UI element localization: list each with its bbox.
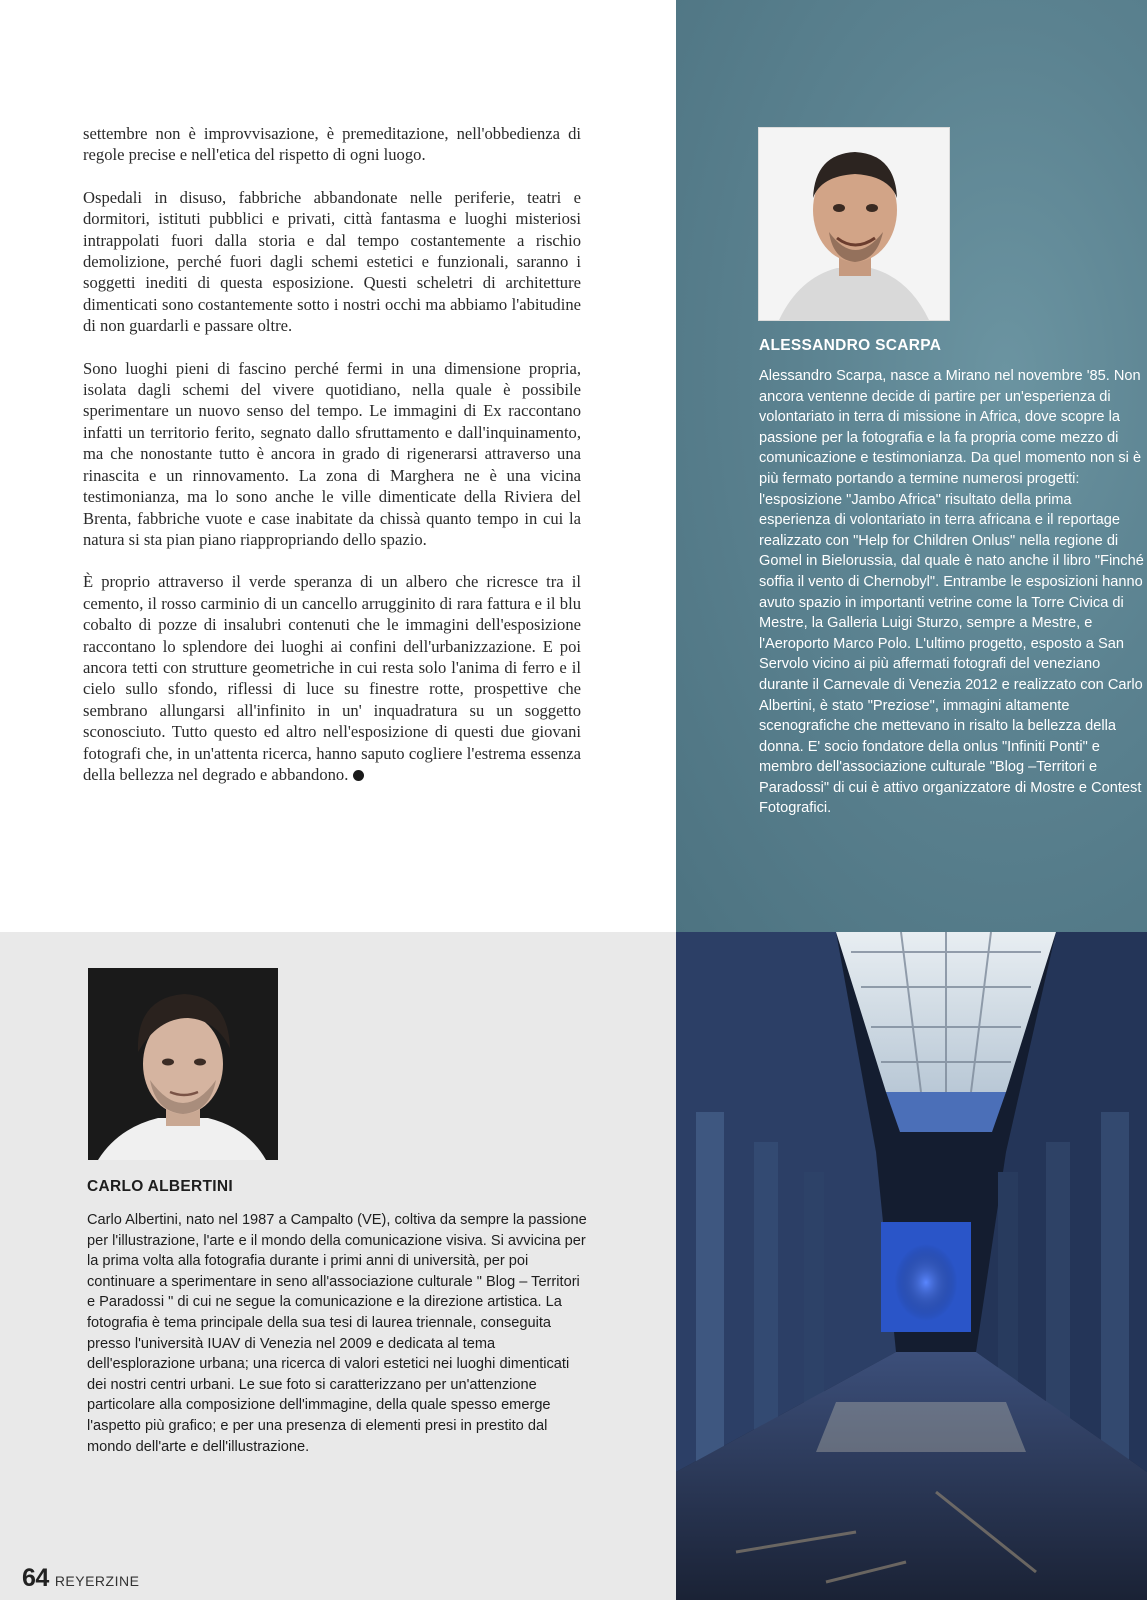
article-body <box>83 123 581 806</box>
magazine-name: REYERZINE <box>54 1573 140 1589</box>
abandoned-building-photo <box>676 932 1147 1600</box>
albertini-portrait <box>88 968 278 1160</box>
scarpa-bio-text: Alessandro Scarpa, nasce a Mirano nel novembre '85. Non ancora ventenne decide di partire per un'esperienza di volontariato in terra di missione in Africa, dove scopre la passione per la fotografia e la fa propria come mezzo di comunicazione e testimonianza. Da quel momento non si è più fermato portando a termine numerosi progetti: l'esposizione "Jambo Africa" risultato della prima esperienza di volontariato in terra africana e il reportage realizzato con "Help for Children Onlus" nella regione di Gomel in Bielorussia, dal quale è nato anche il libro "Finché soffia il vento di Chernobyl". Entrambe le esposizioni hanno avuto spazio in importanti vetrine come la Torre Civica di Mestre, la Galleria Luigi Sturzo, sempre a Mestre, e l'Aeroporto Marco Polo. L'ultimo progetto, esposto a San Servolo vicino ai più affermati fotografi del veneziano durante il Carnevale di Venezia 2012 e realizzato con Carlo Albertini, è stato "Preziose", immagini altamente scenografiche che mettevano in risalto la bellezza della donna. E' socio fondatore della onlus "Infiniti Ponti" e membro dell'associazione culturale "Blog –Territori e Paradossi" di cui è attivo organizzatore di Mostre e Contest Fotografici. <box>759 368 1144 817</box>
scarpa-bio <box>759 337 1144 819</box>
article-paragraph: Ospedali in disuso, fabbriche abbandonate nelle periferie, teatri e dormitori, istituti pubblici e privati, città fantasma e luoghi misteriosi intrappolati fuori dalla storia e dal tempo costantemente a rischio demolizione, perché fuori dagli schemi estetici e funzionali, saranno i soggetti inediti di questa esposizione. Questi scheletri di architetture dimenticati sono costantemente sotto i nostri occhi ma abbiamo l'abitudine di non guardarli e passare oltre. <box>83 187 581 336</box>
albertini-bio <box>87 1178 587 1457</box>
scarpa-portrait <box>758 127 950 321</box>
page-footer <box>22 1564 139 1593</box>
article-paragraph: settembre non è improvvisazione, è premeditazione, nell'obbedienza di regole precise e nell'etica del rispetto di ogni luogo. <box>83 124 581 165</box>
article-paragraph: Sono luoghi pieni di fascino perché fermi in una dimensione propria, isolata dagli schemi del vivere quotidiano, nella quale è possibile sperimentare un nuovo senso del tempo. Le immagini di Ex raccontano infatti un territorio ferito, segnato dallo sfruttamento e dall'inquinamento, ma che nonostante tutto è ancora in grado di rigenerarsi attraverso una rinascita e un rinnovamento. La zona di Marghera ne è una vicina testimonianza, ma lo sono anche le ville dimenticate della Riviera del Brenta, fabbriche vuote e case inabitate da chissà quanto tempo in cui la natura si sta pian piano riappropriando dello spazio. <box>83 358 581 549</box>
scarpa-name: ALESSANDRO SCARPA <box>759 337 942 354</box>
article-paragraph: È proprio attraverso il verde speranza di un albero che ricresce tra il cemento, il rosso carminio di un cancello arrugginito di rara fattura e il blu cobalto di pozze di insalubri contenuti che le immagini dell'esposizione raccontano lo splendore dei luoghi ai confini dell'urbanizzazione. E poi ancora tetti con strutture geometriche in cui resta solo l'anima di ferro e il cielo sullo sfondo, riflessi di luce su finestre rotte, prospettive che sembrano allungarsi all'infinito in un' inquadratura su un soggetto sconosciuto. Tutto questo ed altro nell'esposizione di questi due giovani fotografi che, in un'attenta ricerca, hanno saputo cogliere l'estrema essenza della bellezza nel degrado e abbandono. <box>83 572 581 784</box>
albertini-bio-text: Carlo Albertini, nato nel 1987 a Campalto (VE), coltiva da sempre la passione per l'illustrazione, l'arte e il mondo della comunicazione visiva. Si avvicina per la prima volta alla fotografia durante i primi anni di università, per poi continuare a sperimentare in seno all'associazione culturale " Blog – Territori e Paradossi " di cui ne segue la comunicazione e la direzione artistica. La fotografia è tema principale della sua tesi di laurea triennale, conseguita presso l'università IUAV di Venezia nel 2009 e dedicata al tema dell'esplorazione urbana; una ricerca di valori estetici nei luoghi dimenticati dei nostri centri urbani. Le sue foto si caratterizzano per un'attenzione particolare alla composizione dell'immagine, della quale spesso emerge l'aspetto più grafico; e per una presenza di elementi presi in prestito dal mondo dell'arte e dell'illustrazione. <box>87 1212 587 1455</box>
albertini-name: CARLO ALBERTINI <box>87 1178 233 1195</box>
page-number: 64 <box>22 1564 49 1592</box>
